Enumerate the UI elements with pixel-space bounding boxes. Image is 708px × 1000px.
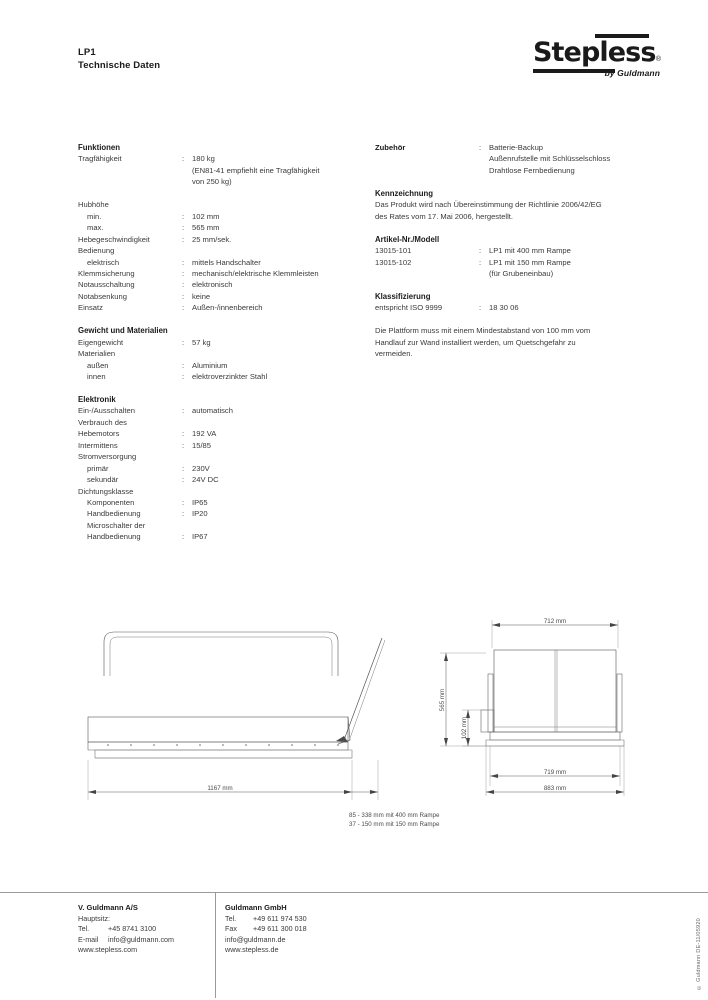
spec-colon: : (182, 303, 185, 313)
company-website[interactable]: www.stepless.com (78, 944, 138, 954)
spec-row (78, 222, 378, 233)
spec-row (375, 302, 675, 313)
page-title (78, 46, 160, 72)
spec-row (78, 279, 378, 290)
spec-row (78, 234, 378, 245)
spec-spacer (78, 382, 378, 393)
spec-colon: : (182, 475, 185, 485)
logo-wordmark: Stepless (533, 37, 656, 68)
spec-row (78, 257, 378, 268)
caption-line-1: 85 - 338 mm mit 400 mm Rampe (349, 812, 440, 819)
spec-label: Verbrauch des (78, 417, 127, 427)
spec-value: 57 kg (192, 337, 211, 347)
spec-row-continuation (78, 165, 378, 176)
spec-colon: : (182, 223, 185, 233)
spec-spacer (375, 279, 675, 290)
copyright-notice: © Guldmann DE-11/05920 (696, 918, 702, 990)
spec-value: 230V (192, 463, 210, 473)
spec-section-heading: Funktionen (78, 143, 121, 152)
spec-value: Batterie-Backup (489, 143, 544, 152)
company-email (78, 935, 174, 945)
spec-row (78, 417, 378, 428)
spec-row (78, 451, 378, 462)
spec-label: Handbedienung (87, 509, 141, 519)
spec-label: Hebegeschwindigkeit (78, 234, 150, 244)
spec-label: Ein-/Ausschalten (78, 406, 135, 416)
caption-line-2: 37 - 150 mm mit 150 mm Rampe (349, 820, 440, 828)
front-view-outer-width-label: 883 mm (543, 785, 567, 792)
specs-right-column (375, 142, 675, 360)
spec-row (375, 245, 675, 256)
spec-colon: : (182, 291, 185, 301)
spec-value: mittels Handschalter (192, 257, 261, 267)
spec-row (78, 302, 378, 313)
spec-paragraph-line: Handlauf zur Wand installiert werden, um Quetschgefahr zu (375, 337, 576, 347)
spec-row (78, 440, 378, 451)
spec-section-heading: Kennzeichnung (375, 188, 434, 198)
spec-paragraph-line: vermeiden. (375, 349, 413, 359)
spec-row (78, 348, 378, 359)
spec-colon: : (182, 268, 185, 278)
spec-spacer (375, 314, 675, 325)
tel-label: Tel. (225, 914, 237, 924)
stepless-logo (533, 34, 661, 80)
spec-colon: : (182, 234, 185, 244)
spec-row (78, 497, 378, 508)
spec-label: elektrisch (87, 257, 120, 267)
spec-label: Tragfähigkeit (78, 154, 122, 164)
spec-colon: : (479, 246, 482, 256)
front-view-max-height-label: 565 mm (439, 688, 446, 712)
spec-paragraph-line: Die Plattform muss mit einem Mindestabstand von 100 mm vom (375, 326, 591, 336)
email-label: E-mail (78, 934, 99, 944)
spec-row (78, 463, 378, 474)
spec-value: Außenrufstelle mit Schlüsselschloss (489, 154, 611, 164)
spec-row (375, 257, 675, 268)
spec-label: 13015-102 (375, 257, 412, 267)
product-name: LP1 (78, 47, 96, 58)
spec-label: Hebemotors (78, 429, 120, 439)
spec-paragraph-line: des Rates vom 17. Mai 2006, hergestellt. (375, 211, 514, 221)
spec-value: Außen-/innenbereich (192, 303, 263, 313)
spec-label: entspricht ISO 9999 (375, 303, 443, 313)
spec-row (78, 360, 378, 371)
spec-section-heading: Klassifizierung (375, 291, 431, 301)
spec-colon: : (182, 440, 185, 450)
spec-colon: : (182, 280, 185, 290)
company-name: V. Guldmann A/S (78, 903, 138, 912)
company-website[interactable]: www.stepless.de (225, 944, 279, 954)
spec-value: von 250 kg) (192, 177, 232, 187)
spec-label: Intermittens (78, 440, 118, 450)
spec-value: Aluminium (192, 360, 228, 370)
spec-row (78, 428, 378, 439)
spec-value: Drahtlose Fernbedienung (489, 165, 575, 175)
spec-colon: : (182, 337, 185, 347)
tel-label: Tel. (78, 924, 90, 934)
spec-label: Klemmsicherung (78, 268, 135, 278)
spec-label: min. (87, 211, 102, 221)
spec-label: Notausschaltung (78, 280, 135, 290)
spec-label: Bedienung (78, 246, 115, 256)
spec-spacer (78, 314, 378, 325)
spec-row (78, 486, 378, 497)
spec-label: Notabsenkung (78, 291, 127, 301)
spec-row-heading (375, 142, 675, 153)
spec-label: 13015-101 (375, 246, 412, 256)
spec-value: elektronisch (192, 280, 233, 290)
spec-label: Microschalter der (87, 520, 146, 530)
registered-trademark-icon: ® (655, 56, 661, 63)
logo-bottom-bar (533, 69, 615, 73)
spec-value: IP67 (192, 532, 208, 542)
spec-value: 102 mm (192, 211, 220, 221)
spec-colon: : (479, 303, 482, 313)
spec-label: Handbedienung (87, 532, 141, 542)
spec-label: Einsatz (78, 303, 103, 313)
spec-spacer (78, 188, 378, 199)
company-name: Guldmann GmbH (225, 903, 287, 912)
side-view-width-label: 1167 mm (207, 785, 233, 792)
spec-row (78, 337, 378, 348)
spec-row (78, 199, 378, 210)
spec-value: elektroverzinkter Stahl (192, 372, 268, 382)
company-tel (78, 924, 174, 934)
spec-colon: : (182, 498, 185, 507)
side-view-caption (349, 812, 439, 829)
spec-row (78, 474, 378, 485)
spec-value: (für Grubeneinbau) (489, 268, 554, 278)
footer-divider-horizontal (0, 892, 708, 893)
spec-label: innen (87, 372, 106, 382)
fax-value: +49 611 300 018 (253, 924, 307, 934)
spec-row (78, 371, 378, 382)
spec-label: Eigengewicht (78, 337, 124, 347)
spec-row-continuation (375, 268, 675, 279)
spec-row (78, 211, 378, 222)
spec-row-continuation (78, 176, 378, 187)
spec-label: außen (87, 360, 109, 370)
spec-value: IP20 (192, 509, 208, 519)
spec-row-continuation (375, 165, 675, 176)
spec-row (78, 520, 378, 531)
spec-value: LP1 mit 150 mm Rampe (489, 257, 571, 267)
front-view-min-height-label: 102 mm (461, 716, 468, 740)
spec-value: 24V DC (192, 475, 219, 485)
spec-row (78, 291, 378, 302)
spec-row (78, 153, 378, 164)
fax-label: Fax (225, 924, 237, 934)
specs-left-column (78, 142, 378, 543)
tel-value: +45 8741 3100 (108, 924, 157, 934)
spec-value: 565 mm (192, 223, 220, 233)
spec-value: LP1 mit 400 mm Rampe (489, 246, 571, 256)
spec-value: mechanisch/elektrische Klemmleisten (192, 268, 319, 278)
spec-value: 18 30 06 (489, 303, 519, 313)
spec-row (78, 405, 378, 416)
spec-value: 192 VA (192, 429, 217, 439)
spec-row (78, 268, 378, 279)
spec-label: Komponenten (87, 498, 135, 507)
spec-colon: : (479, 143, 482, 152)
spec-spacer (375, 176, 675, 187)
spec-label: sekundär (87, 475, 119, 485)
spec-colon: : (182, 372, 185, 382)
company-email[interactable]: info@guldmann.de (225, 934, 286, 944)
tel-value: +49 611 974 530 (253, 914, 307, 924)
spec-label: Dichtungsklasse (78, 486, 134, 496)
side-view-drawing (88, 632, 385, 800)
spec-label: max. (87, 223, 104, 233)
spec-colon: : (182, 154, 185, 164)
spec-colon: : (182, 360, 185, 370)
front-view-top-label: 712 mm (543, 618, 567, 625)
footer-divider-vertical (215, 892, 216, 998)
spec-row (78, 508, 378, 519)
spec-value: (EN81-41 empfiehlt eine Tragfähigkeit (192, 165, 320, 175)
spec-colon: : (479, 257, 482, 267)
spec-spacer (375, 222, 675, 233)
front-view-inner-width-label: 719 mm (543, 769, 567, 776)
front-view-drawing (440, 620, 624, 796)
spec-colon: : (182, 429, 185, 439)
spec-value: IP65 (192, 498, 208, 507)
footer-company-denmark (78, 903, 174, 955)
logo-byline: by Guldmann (604, 68, 660, 78)
spec-colon: : (182, 532, 185, 542)
spec-colon: : (182, 463, 185, 473)
spec-value: automatisch (192, 406, 233, 416)
document-type: Technische Daten (78, 60, 161, 71)
company-hq-label: Hauptsitz: (78, 914, 110, 924)
spec-colon: : (182, 211, 185, 221)
spec-label: Materialien (78, 349, 116, 359)
spec-row (78, 531, 378, 542)
email-value[interactable]: info@guldmann.com (108, 934, 175, 944)
spec-colon: : (182, 406, 185, 416)
spec-label: Stromversorgung (78, 452, 137, 462)
footer-company-germany (225, 903, 307, 955)
spec-value: 180 kg (192, 154, 215, 164)
company-fax (225, 924, 307, 934)
spec-row-continuation (375, 153, 675, 164)
spec-section-heading: Gewicht und Materialien (78, 326, 168, 336)
spec-section-heading: Artikel-Nr./Modell (375, 234, 440, 244)
spec-paragraph-line: Das Produkt wird nach Übereinstimmung der Richtlinie 2006/42/EG (375, 200, 602, 210)
spec-value: 25 mm/sek. (192, 234, 232, 244)
spec-section-heading: Elektronik (78, 394, 116, 404)
spec-label: Zubehör (375, 143, 406, 152)
company-tel (225, 914, 307, 924)
spec-row (78, 245, 378, 256)
spec-colon: : (182, 257, 185, 267)
spec-label: primär (87, 463, 109, 473)
spec-value: 15/85 (192, 440, 212, 450)
spec-value: keine (192, 291, 211, 301)
spec-colon: : (182, 509, 185, 519)
spec-label: Hubhöhe (78, 200, 109, 210)
